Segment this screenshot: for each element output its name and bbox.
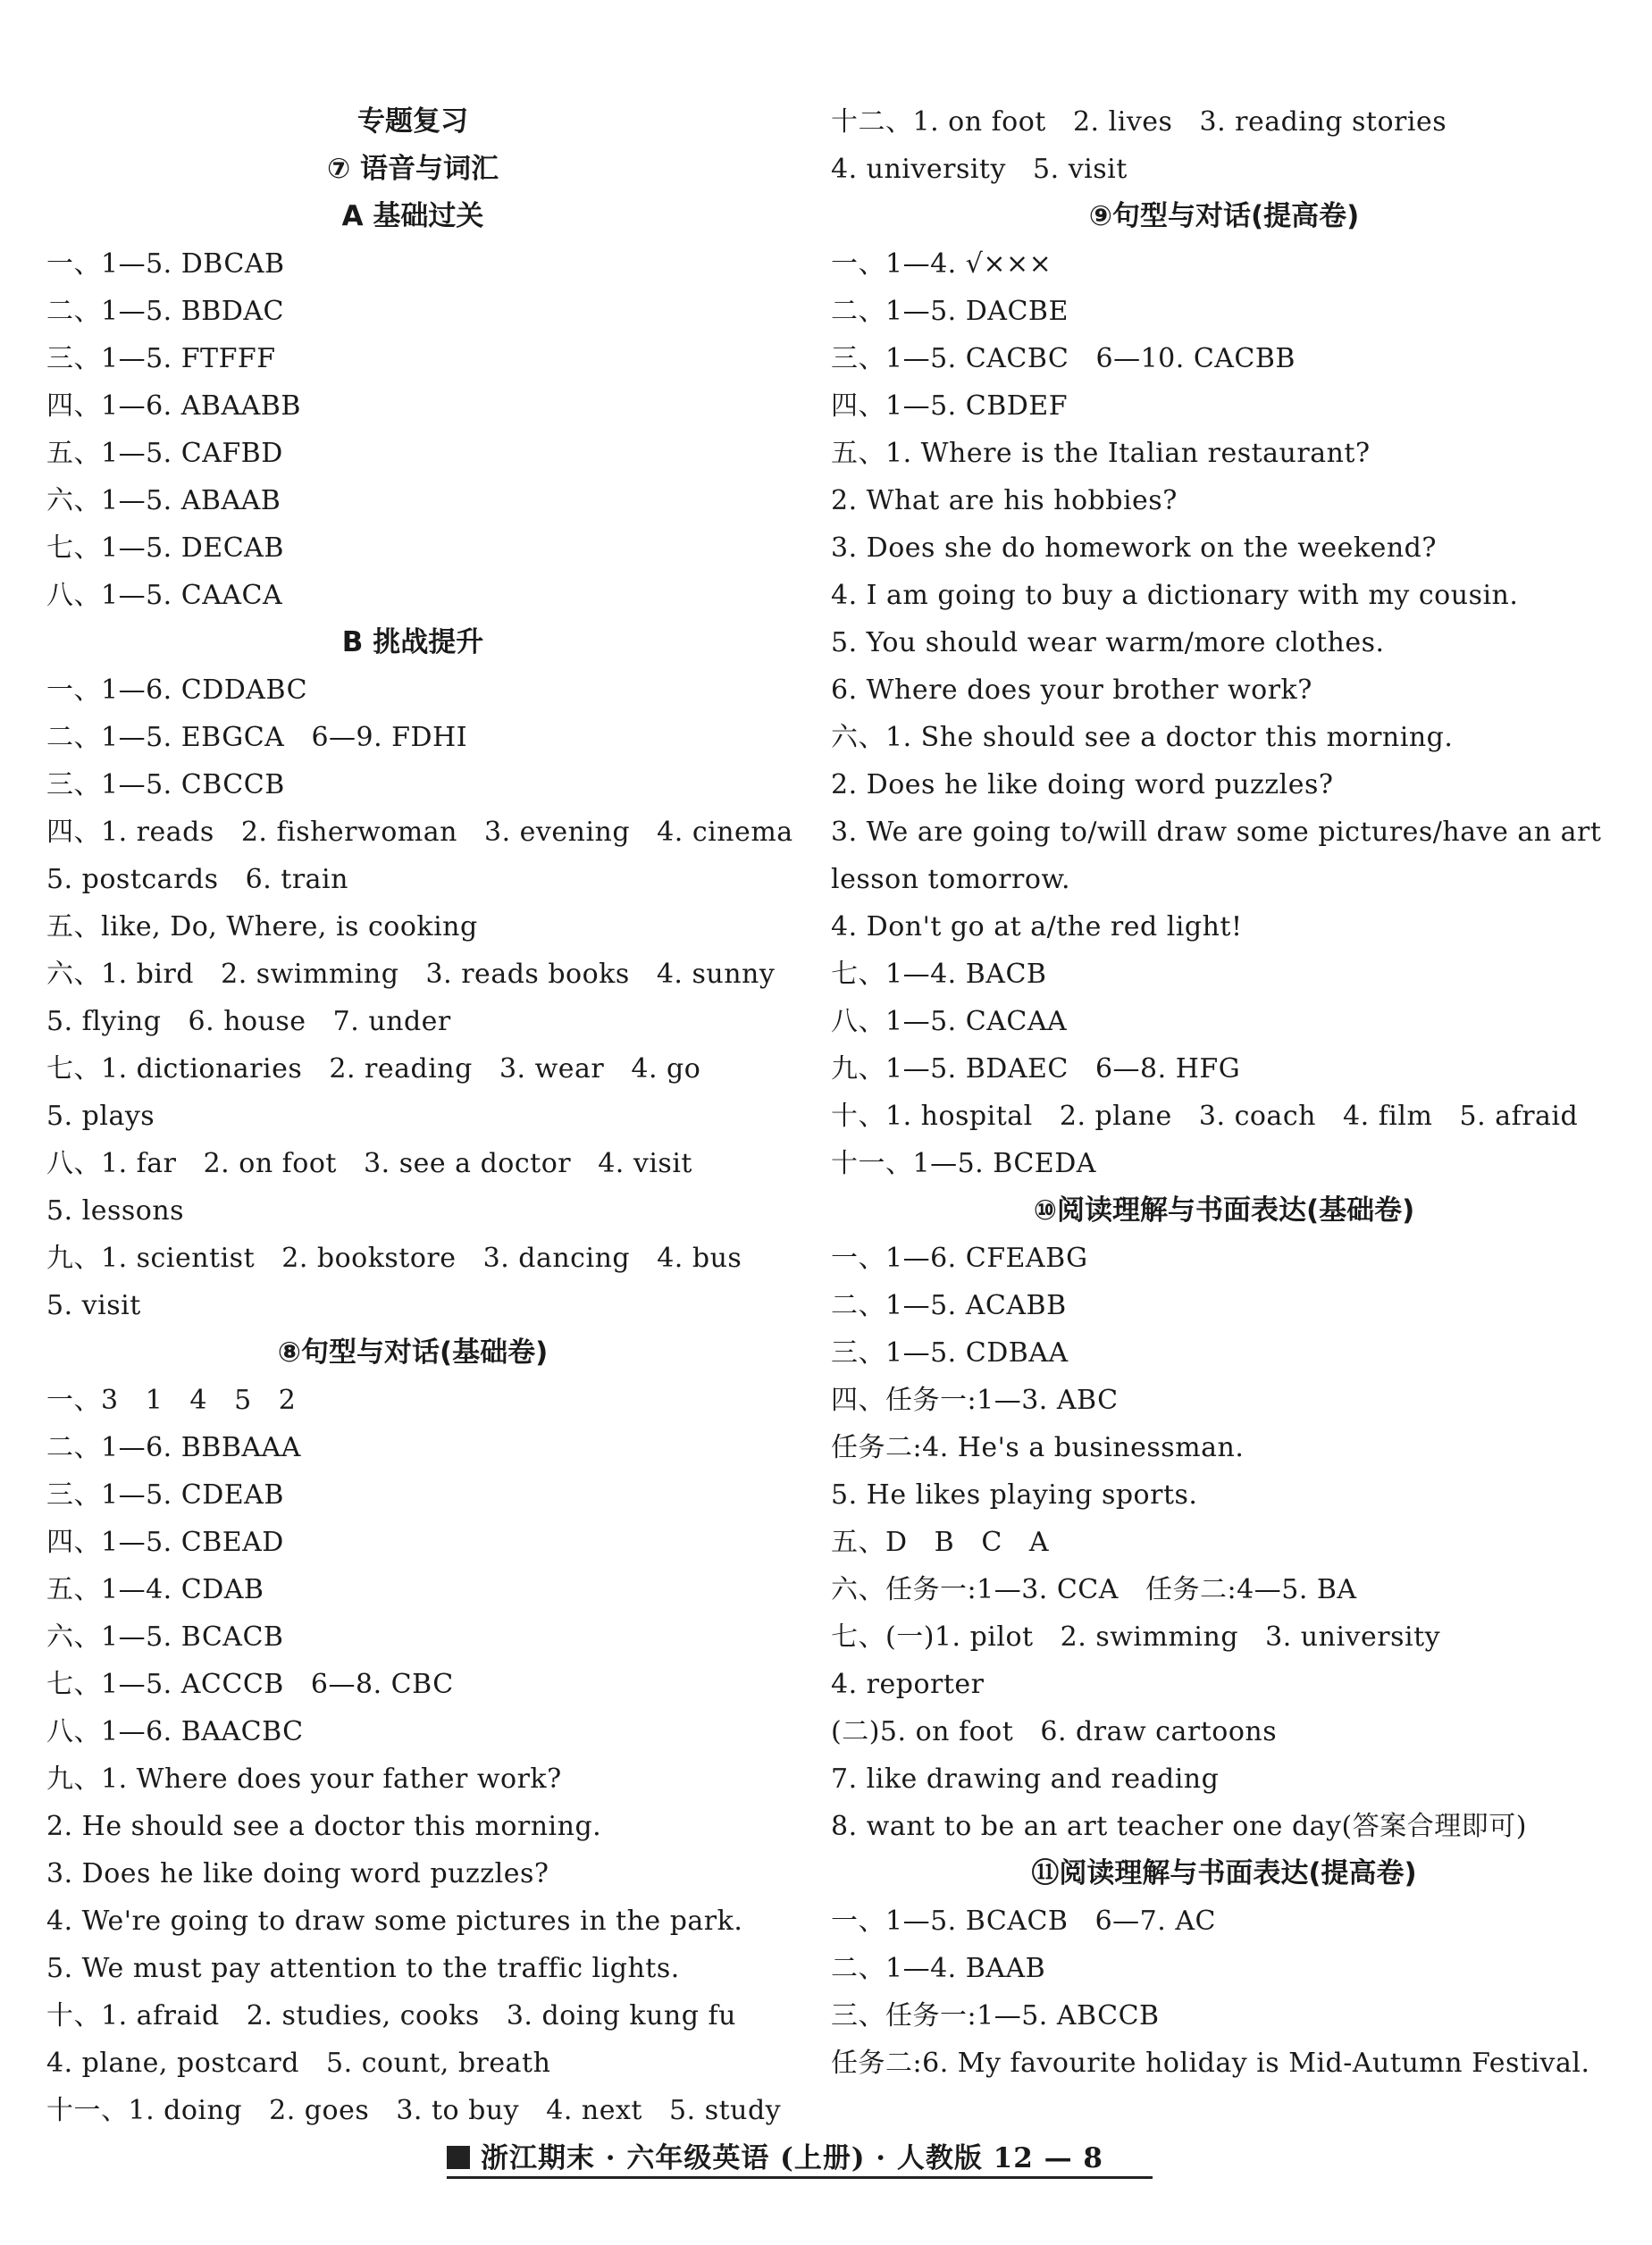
answer-line: 二、1—5. DACBE xyxy=(831,296,1069,327)
answer-line: 五、1—5. CAFBD xyxy=(46,438,283,469)
answer-line: 5. visit xyxy=(46,1290,141,1321)
answer-line: 2. He should see a doctor this morning. xyxy=(46,1811,602,1842)
answer-line: 二、1—5. BBDAC xyxy=(46,296,285,327)
answer-line: 5. You should wear warm/more clothes. xyxy=(831,627,1385,658)
answer-line: 一、1—4. √××× xyxy=(831,248,1052,280)
answer-line: 九、1. Where does your father work? xyxy=(46,1763,562,1795)
answer-line: 八、1. far 2. on foot 3. see a doctor 4. visit xyxy=(46,1148,692,1179)
answer-line: 5. We must pay attention to the traffic lights. xyxy=(46,1953,680,1984)
answer-line: 五、1—4. CDAB xyxy=(46,1574,264,1605)
answer-line: 八、1—6. BAACBC xyxy=(46,1716,304,1747)
answer-line: 十、1. hospital 2. plane 3. coach 4. film 5. afraid xyxy=(831,1101,1579,1132)
answer-line: 九、1—5. BDAEC 6—8. HFG xyxy=(831,1053,1241,1085)
answer-line: 三、1—5. CDBAA xyxy=(831,1337,1069,1369)
section-heading: B 挑战提升 xyxy=(341,626,484,658)
answer-line: 四、1. reads 2. fisherwoman 3. evening 4. cinema xyxy=(46,817,793,848)
section-heading: 专题复习 xyxy=(357,105,468,138)
answer-line: 4. university 5. visit xyxy=(831,154,1128,185)
section-heading: ⑩阅读理解与书面表达(基础卷) xyxy=(1033,1194,1415,1227)
left-column xyxy=(46,98,793,2134)
answer-line: 六、1. She should see a doctor this morning. xyxy=(831,722,1454,753)
answer-line: 六、1—5. BCACB xyxy=(46,1621,284,1653)
answer-line: 三、任务一:1—5. ABCCB xyxy=(831,2000,1160,2031)
answer-line: 6. Where does your brother work? xyxy=(831,674,1312,706)
answer-line: 任务二:4. He's a businessman. xyxy=(831,1432,1245,1463)
answer-line: 3. Does he like doing word puzzles? xyxy=(46,1858,549,1889)
answer-line: 2. Does he like doing word puzzles? xyxy=(831,769,1334,800)
answer-line: 二、1—4. BAAB xyxy=(831,1953,1046,1984)
answer-line: 三、1—5. CACBC 6—10. CACBB xyxy=(831,343,1296,374)
answer-line: 5. postcards 6. train xyxy=(46,864,348,895)
answer-line: 4. reporter xyxy=(831,1669,985,1700)
footer-bar xyxy=(447,2133,1153,2179)
answer-line: 四、1—6. ABAABB xyxy=(46,390,301,422)
answer-line: 二、1—5. EBGCA 6—9. FDHI xyxy=(46,722,468,753)
answer-line: 十二、1. on foot 2. lives 3. reading stories xyxy=(831,106,1447,138)
answer-line: 2. What are his hobbies? xyxy=(831,485,1178,516)
answer-line: 七、1—5. DECAB xyxy=(46,532,284,564)
answer-line: 8. want to be an art teacher one day(答案合理即可) xyxy=(831,1811,1527,1842)
answer-line: 一、1—6. CFEABG xyxy=(831,1243,1088,1274)
answer-line: 5. He likes playing sports. xyxy=(831,1479,1198,1511)
answer-line: 一、1—6. CDDABC xyxy=(46,674,308,706)
answer-line: 7. like drawing and reading xyxy=(831,1763,1220,1795)
page-footer xyxy=(0,2133,1652,2178)
answer-line: 3. We are going to/will draw some pictures/have an art xyxy=(831,817,1602,848)
answer-line: 二、1—5. ACABB xyxy=(831,1290,1067,1321)
section-heading: ⑨句型与对话(提高卷) xyxy=(1088,200,1360,232)
answer-line: 五、1. Where is the Italian restaurant? xyxy=(831,438,1371,469)
answer-line: 六、任务一:1—3. CCA 任务二:4—5. BA xyxy=(831,1574,1357,1605)
answer-line: 4. plane, postcard 5. count, breath xyxy=(46,2048,551,2079)
section-heading: ⑪阅读理解与书面表达(提高卷) xyxy=(1031,1857,1417,1889)
right-column xyxy=(831,98,1617,2087)
answer-line: 一、3 1 4 5 2 xyxy=(46,1385,297,1416)
answer-line: 4. Don't go at a/the red light! xyxy=(831,911,1243,942)
answer-line: 一、1—5. BCACB 6—7. AC xyxy=(831,1906,1216,1937)
answer-line: 六、1. bird 2. swimming 3. reads books 4. sunny xyxy=(46,959,776,990)
footer-square-icon xyxy=(447,2146,470,2169)
answer-line: 七、1—5. ACCCB 6—8. CBC xyxy=(46,1669,454,1700)
answer-line: 七、1—4. BACB xyxy=(831,959,1047,990)
answer-line: (二)5. on foot 6. draw cartoons xyxy=(831,1716,1278,1747)
answer-line: 五、D B C A xyxy=(831,1527,1050,1558)
answer-line: 四、1—5. CBDEF xyxy=(831,390,1069,422)
answer-line: 三、1—5. FTFFF xyxy=(46,343,276,374)
answer-line: 八、1—5. CAACA xyxy=(46,580,283,611)
answer-line: 六、1—5. ABAAB xyxy=(46,485,281,516)
answer-line: 八、1—5. CACAA xyxy=(831,1006,1068,1037)
answer-line: 4. We're going to draw some pictures in the park. xyxy=(46,1906,743,1937)
answer-line: 四、任务一:1—3. ABC xyxy=(831,1385,1119,1416)
answer-line: 5. lessons xyxy=(46,1195,185,1227)
answer-line: 九、1. scientist 2. bookstore 3. dancing 4. bus xyxy=(46,1243,742,1274)
answer-line: 一、1—5. DBCAB xyxy=(46,248,285,280)
answer-line: 七、(一)1. pilot 2. swimming 3. university xyxy=(831,1621,1441,1653)
section-heading: A 基础过关 xyxy=(341,200,484,232)
answer-line: 十、1. afraid 2. studies, cooks 3. doing kung fu xyxy=(46,2000,736,2031)
answer-line: 3. Does she do homework on the weekend? xyxy=(831,532,1437,564)
answer-line: 四、1—5. CBEAD xyxy=(46,1527,284,1558)
answer-line: 五、like, Do, Where, is cooking xyxy=(46,911,478,942)
answer-line: 5. plays xyxy=(46,1101,155,1132)
footer-text: 浙江期末 · 六年级英语 (上册) · 人教版 12 — 8 xyxy=(481,2141,1103,2174)
section-heading: ⑧句型与对话(基础卷) xyxy=(277,1336,549,1369)
answer-line: lesson tomorrow. xyxy=(831,864,1071,895)
answer-line: 二、1—6. BBBAAA xyxy=(46,1432,301,1463)
answer-line: 5. flying 6. house 7. under xyxy=(46,1006,451,1037)
answer-line: 任务二:6. My favourite holiday is Mid-Autumn Festival. xyxy=(831,2048,1590,2079)
answer-line: 三、1—5. CDEAB xyxy=(46,1479,284,1511)
answer-line: 七、1. dictionaries 2. reading 3. wear 4. go xyxy=(46,1053,701,1085)
answer-line: 4. I am going to buy a dictionary with my cousin. xyxy=(831,580,1519,611)
answer-line: 三、1—5. CBCCB xyxy=(46,769,285,800)
section-heading: ⑦ 语音与词汇 xyxy=(326,153,499,185)
answer-line: 十一、1. doing 2. goes 3. to buy 4. next 5. study xyxy=(46,2095,782,2126)
answer-line: 十一、1—5. BCEDA xyxy=(831,1148,1096,1179)
